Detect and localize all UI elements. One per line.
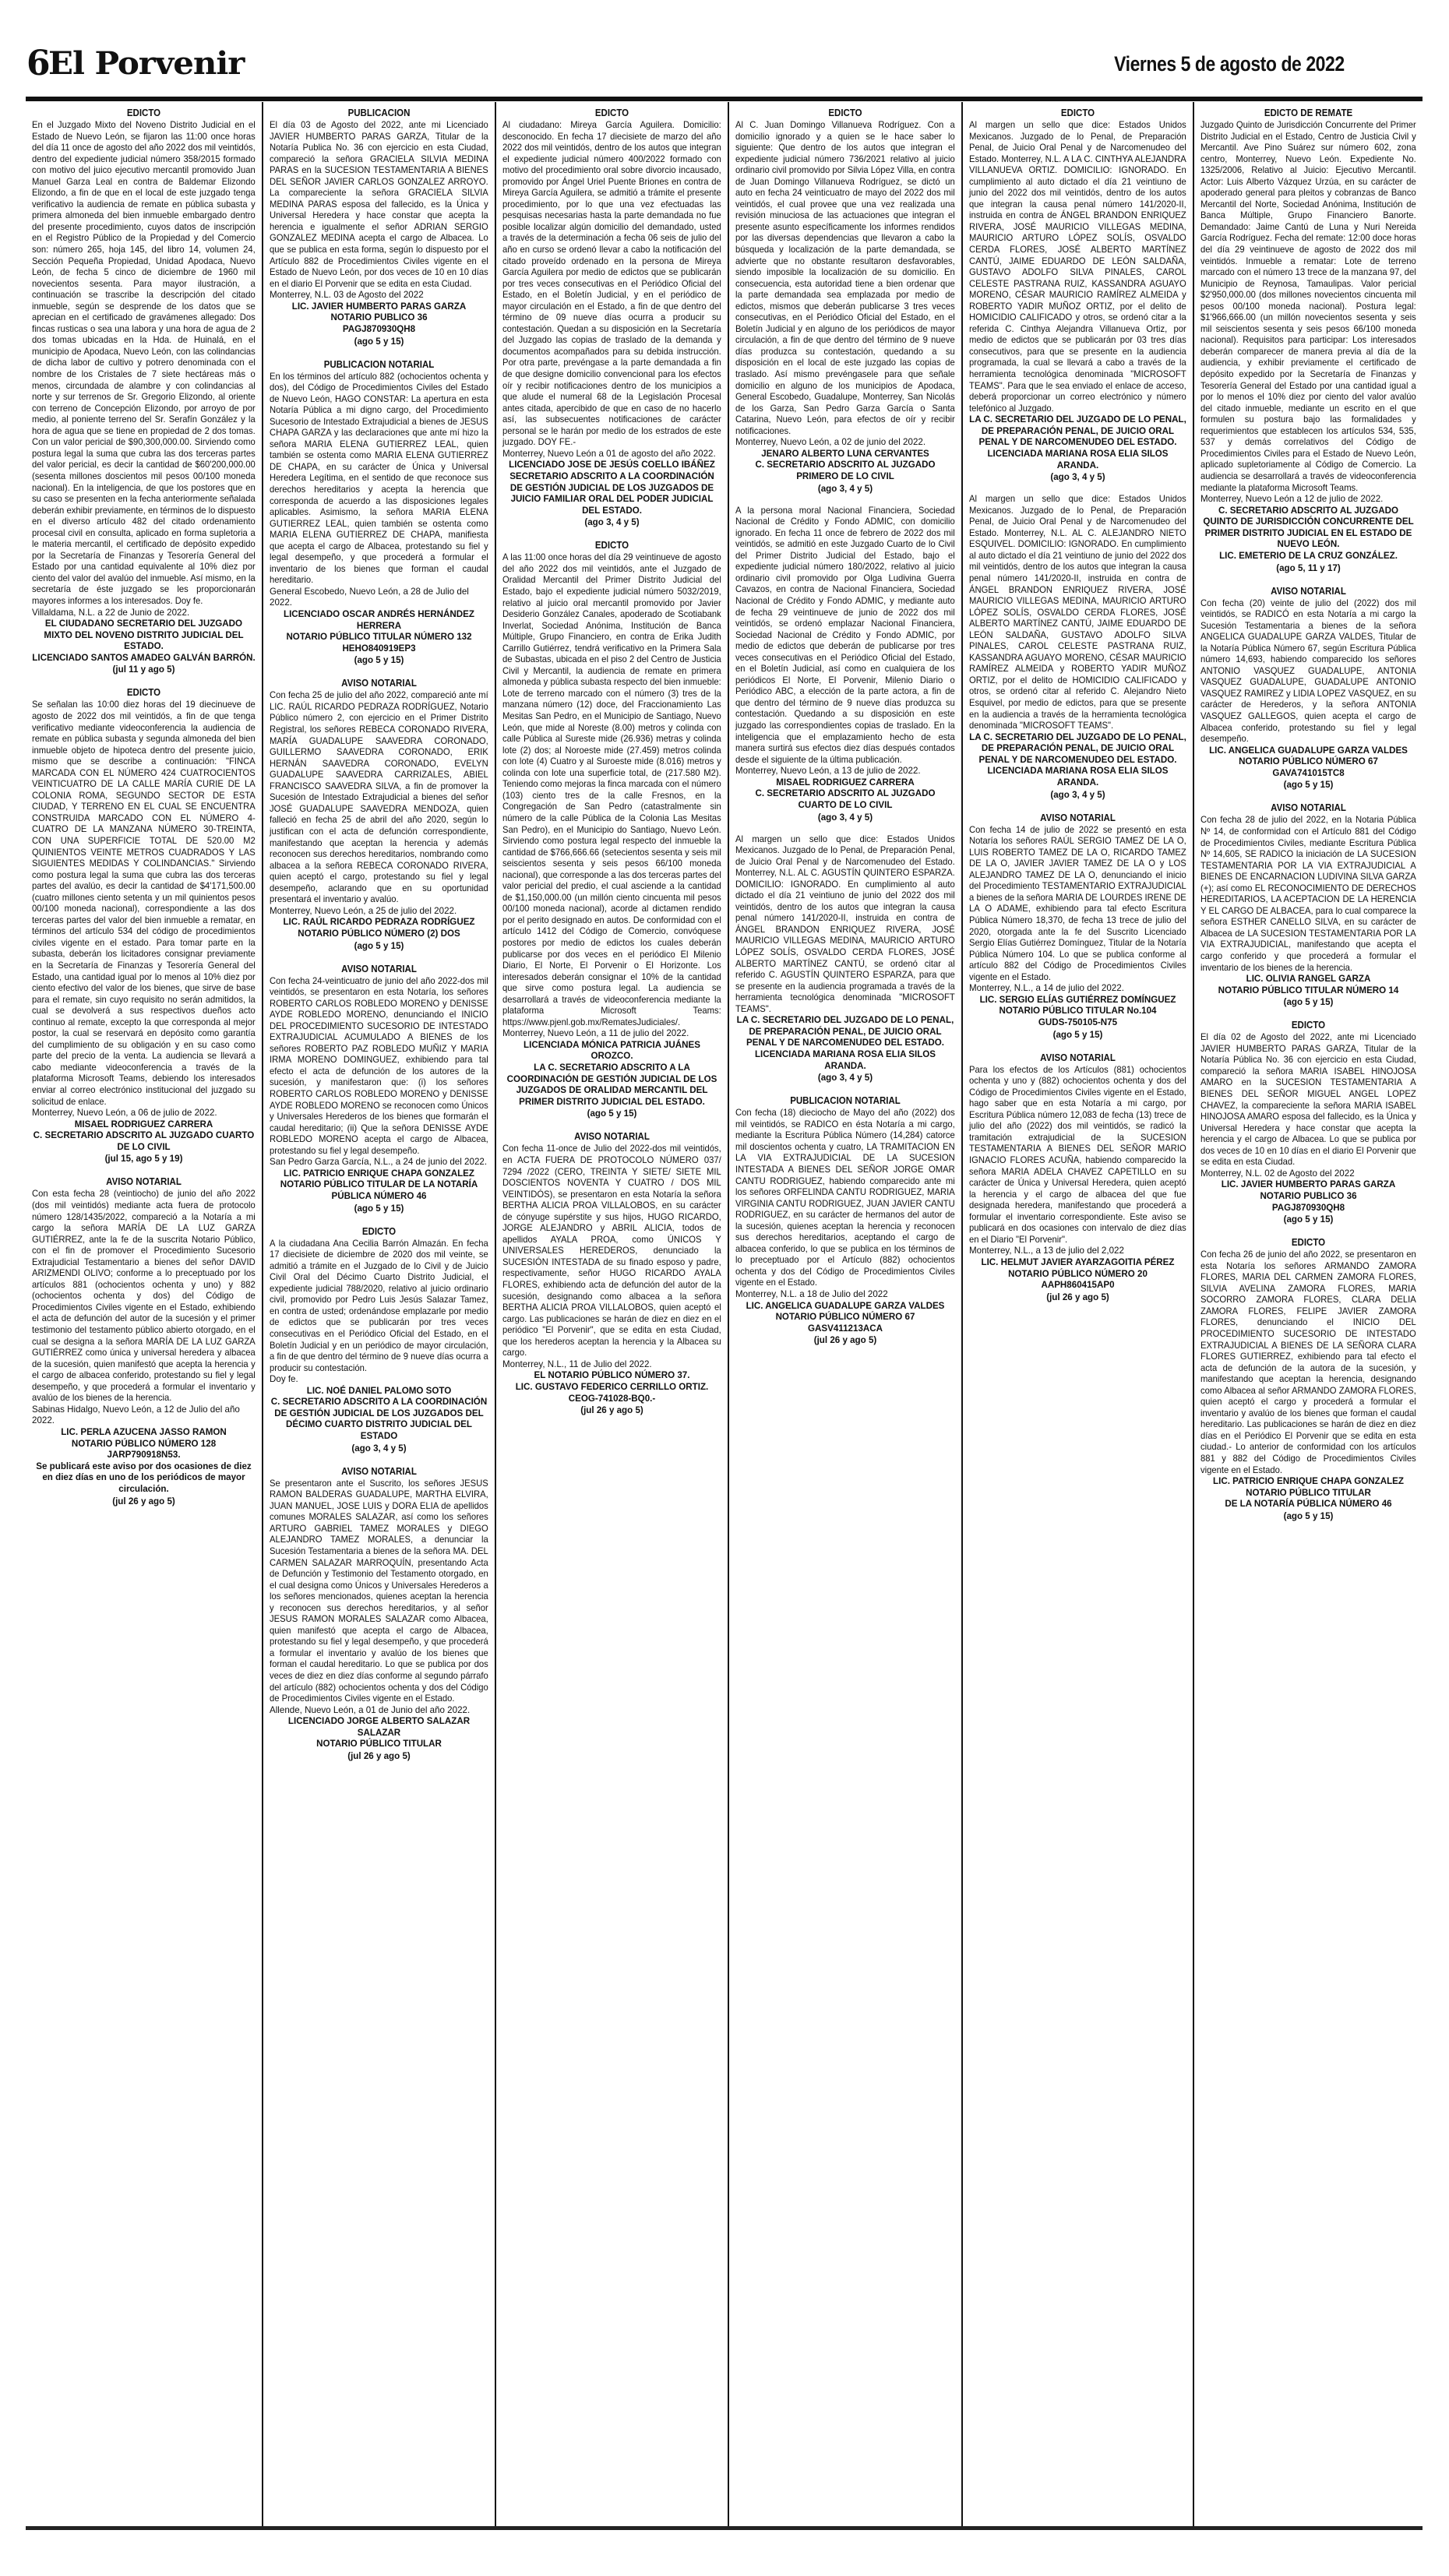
notice-title: AVISO NOTARIAL [341, 963, 417, 974]
publication-dates: (ago 5 y 15) [354, 940, 404, 951]
publication-dates: (ago 5 y 15) [354, 336, 404, 347]
notice-place-date: Monterrey, N.L. 02 de Agosto del 2022 [1200, 1168, 1355, 1179]
legal-notice [270, 1225, 488, 1454]
notice-place-date: Monterrey, N.L., a 14 de julio del 2022. [969, 983, 1124, 994]
notice-title: PUBLICACION NOTARIAL [790, 1095, 901, 1107]
notice-body: Se señalan las 10:00 diez horas del 19 diecinueve de agosto de 2022 dos mil veintidós, a fin de que tenga verificativo mediante videoconferencia la audiencia de remate en pública subasta y segunda almoneda del bien inmueble objeto de hipoteca dentro del presente juicio, mismo que se describe a continuación: "FINCA MARCADA CON EL NÚMERO 424 CUATROCIENTOS VEINTICUATRO DE LA CALLE MARÍA CURIE DE LA COLONIA ROMA, SEGUNDO SECTOR DE ESTA CIUDAD, Y TERRENO EN EL CUAL SE ENCUENTRA CONSTRUIDA MARCADO CON EL NÚMERO 4-CUATRO DE LA MANZANA NÚMERO 30-TREINTA, CON UNA SUPERFICIE TOTAL DE 520.00 M2 QUINIENTOS VEINTE METROS CUADRADOS Y LAS SIGUIENTES MEDIDAS Y COLINDANCIAS." Sirviendo como postura legal la suma que cubra las dos terceras partes del avalúo, es decir la cantidad de $4'171,500.00 (cuatro millones ciento setenta y un mil quinientos pesos 00/100 moneda nacional), correspondiente a las dos terceras partes del valor del bien inmueble a rematar, en términos del artículo 534 del código de procedimientos civiles vigente en el estado. Para tomar parte en la subasta, deberán los licitadores consignar previamente en la Secretaría de Finanzas y Tesorería General del Estado, una cantidad igual por lo menos al 10% diez por ciento efectivo del valor de los bienes, que sirve de base para el remate, sin cuyo requisito no serán admitidos, la cual se devolverá a sus respectivos dueños acto continuo al remate, excepto la que corresponda al mejor postor, la cual se reservará en depósito como garantía del cumplimiento de su obligación y en su caso como parte del precio de la venta. La audiencia se llevará a cabo mediante videoconferencia a través de la plataforma Microsoft Teams, debiendo los interesados enviar al correo electrónico institucional del juzgado su solicitud de enlace. [32, 700, 256, 1107]
notice-title: PUBLICACION [347, 107, 411, 118]
notice-title: EDICTO [361, 1225, 397, 1237]
page-number: 6 [26, 44, 50, 83]
column-6 [1194, 102, 1423, 2526]
legal-notice [1200, 1236, 1416, 1522]
notice-signature-line: LIC. PATRICIO ENRIQUE CHAPA GONZALEZ [1213, 1476, 1404, 1487]
notice-body: Para los efectos de los Artículos (881) ochocientos ochenta y uno y (882) ochocientos ochenta y dos del Código de Procedimientos Civiles vigente en el Estado, hago saber que en esta Notaría a mi cargo, por Escritura Pública número 12,083 de fecha (13) trece de julio del año (2022) dos mil veintidós, se radicó la tramitación extrajudicial de la SUCESION TESTAMENTARIA A BIENES DEL SEÑOR MARIO IGNACIO FLORES ACUÑA, habiendo comparecido la señora MARIA ADELA CHAVEZ CAPETILLO en su carácter de Única y Universal Heredera, quien aceptó la herencia y el cargo de albacea del que fue designada heredera, manifestando que procederá a formular el inventario correspondiente. Este aviso se publicará en dos ocasiones con intervalo de diez días en el Diario "El Porvenir". [969, 1064, 1186, 1245]
legal-notice [969, 107, 1186, 483]
notice-signature-line: LIC. SERGIO ELÍAS GUTIÉRREZ DOMÍNGUEZ [979, 994, 1176, 1005]
notice-body: El día 02 de Agosto del 2022, ante mi Licenciado JAVIER HUMBERTO PARAS GARZA, Titular de la Notaría Pública No. 36 con ejercicio en esta Ciudad, compareció la señora MARIA ISABEL HINOJOSA AMARO en la SUCESION TESTAMENTARIA A BIENES DEL SEÑOR MIGUEL ANGEL LOPEZ CHAVEZ, la compareciente la señora MARIA ISABEL HINOJOSA AMARO esposa del fallecido, es la Única y Universal Heredera y hace constar que acepta la herencia y el cargo de Albacea. Lo que se publica por dos veces de 10 en 10 días en el diario El Porvenir que se edita en esta Ciudad. [1200, 1032, 1416, 1168]
publication-dates: (ago 5 y 15) [354, 655, 404, 666]
legal-notice [969, 812, 1186, 1041]
footer-rule [26, 2526, 1423, 2530]
notice-body: Al margen un sello que dice: Estados Unidos Mexicanos. Juzgado de lo Penal, de Preparación Penal, de Juicio Oral Penal y de Narcomenudeo del Estado. Monterrey, N.L. A LA C. CINTHYA ALEJANDRA VILLANUEVA ORTIZ. DOMICILIO: IGNORADO. En cumplimiento al auto dictado el día 21 veintiuno de junio del 2022 dos mil veintidós, dentro de los autos que integran la causa penal número 141/2020-II, instruida en contra de ÁNGEL BRANDON ENRIQUEZ RIVERA, JOSÉ MAURICIO VILLEGAS MEDINA, MAURICIO ARTURO LÓPEZ SOLÍS, OSVALDO CERDA FLORES, JOSÉ ALBERTO MARTÍNEZ CANTÚ, JAIME EDUARDO DE LEÓN SALDAÑA, GUSTAVO ADOLFO SILVA PINALES, CAROL CELESTE PASTRANA RUIZ, KASSANDRA AGUAYO MORENO, CÉSAR MAURICIO RAMÍREZ ALMEIDA y ROBERTO YADIR MUÑOZ ORTIZ, por el delito de HOMICIDIO CALIFICADO y otros, se ordenó citar a la referida C. Cinthya Alejandra Villanueva Ortiz, por medio de edictos que se publicarán por 03 tres días consecutivos, para que se presente en la audiencia programada, la cual se llevará a cabo a través de la herramienta tecnológica denominada "MICROSOFT TEAMS". Para que le sea enviado el enlace de acceso, deberá proporcionar un correo electrónico y número telefónico al Juzgado. [969, 120, 1186, 414]
notice-place-date: Monterrey, N.L., 11 de Julio del 2022. [502, 1358, 652, 1369]
notice-place-date: San Pedro Garza García, N.L., a 24 de junio del 2022. [270, 1157, 488, 1168]
column-5 [963, 102, 1194, 2526]
notice-title: EDICTO [1291, 1237, 1326, 1249]
notice-signature-line: SECRETARIO ADSCRITO A LA COORDINACIÓN DE GESTIÓN JUDICIAL DE LOS JUZGADOS DE JUICIO FAMILIAR ORAL DEL PODER JUDICIAL DEL ESTADO. [509, 471, 714, 516]
notice-signature-line: C. SECRETARIO ADSCRITO AL JUZGADO PRIMERO DE LO CIVIL [755, 460, 936, 482]
legal-notices-columns [26, 102, 1423, 2526]
legal-notice [32, 686, 256, 1165]
column-2 [263, 102, 496, 2526]
notice-title: EDICTO [594, 107, 629, 118]
notice-signature-line: LICENCIADO SANTOS AMADEO GALVÁN BARRÓN. [32, 652, 256, 663]
publication-dates: (ago 5, 11 y 17) [1276, 562, 1341, 573]
publication-dates: (ago 5 y 15) [1283, 780, 1334, 791]
legal-notice [735, 506, 955, 823]
legal-notice [270, 358, 488, 667]
legal-notice [1200, 1019, 1416, 1225]
notice-title: AVISO NOTARIAL [1040, 812, 1116, 823]
legal-notice [502, 539, 721, 1119]
publication-dates: (ago 3, 4 y 5) [817, 812, 873, 823]
notice-body: Al margen un sello que dice: Estados Unidos Mexicanos. Juzgado de lo Penal, de Preparación Penal, de Juicio Oral Penal y de Narcomenudeo del Estado. Monterrey, N.L. AL C. ALEJANDRO NIETO ESQUIVEL. DOMICILIO: IGNORADO. En cumplimiento al auto dictado el día 21 veintiuno de junio del 2022 dos mil veintidós, dentro de los autos que integran la causa penal número 141/2020-II, instruida en contra de ÁNGEL BRANDON ENRIQUEZ RIVERA, JOSÉ MAURICIO VILLEGAS MEDINA, MAURICIO ARTURO LÓPEZ SOLÍS, OSVALDO CERDA FLORES, JOSÉ ALBERTO MARTÍNEZ CANTÚ, JAIME EDUARDO DE LEÓN SALDAÑA, GUSTAVO ADOLFO SILVA PINALES, CAROL CELESTE PASTRANA RUIZ, KASSANDRA AGUAYO MORENO, CÉSAR MAURICIO RAMÍREZ ALMEIDA y ROBERTO YADIR MUÑOZ ORTIZ, por el delito de HOMICIDIO CALIFICADO y otros, se ordenó citar al referido C. Alejandro Nieto Esquivel, por medio de edictos, para que se presente en la audiencia a través de la herramienta tecnológica denominada "MICROSOFT TEAMS". [969, 494, 1186, 731]
masthead [26, 44, 1443, 83]
notice-body: Al C. Juan Domingo Villanueva Rodríguez. Con a domicilio ignorado y a quien se le hace saber lo siguiente: Que dentro de los autos que integran el expediente judicial número 736/2021 relativo al juicio ordinario civil promovido por Silvia López Villa, en contra de Juan Domingo Villanueva Rodríguez, se dictó un auto en fecha 24 veinticuatro de mayo del 2022 dos mil veintidós, el cual provee que una vez realizada una revisión minuciosa de las actuaciones que integran el presente asunto específicamente los informes rendidos por las diversas dependencias que llevaron a cabo la búsqueda y localización de la parte demandada, se advierte que no obstante resultaron desfavorables, siendo imposible la localización de su domicilio. En consecuencia, esta autoridad tiene a bien ordenar que la parte demandada sea emplazada por medio de edictos, mismos que deberán publicarse 3 tres veces consecutivas, en el Periódico Oficial del Estado, en el Boletín Judicial y en alguno de los periódicos de mayor circulación, a fin de que dentro del término de 9 nueve días produzca su contestación, quedando a su disposición en el local de este juzgado las copias de traslado. Así mismo prevéngasele para que señale domicilio en alguno de los municipios de Apodaca, General Escobedo, Guadalupe, Monterrey, San Nicolás de los Garza, San Pedro Garza García o Santa Catarina, Nuevo León, para efectos de oír y recibir notificaciones. [735, 120, 955, 436]
notice-body: Con fecha 14 de julio de 2022 se presentó en esta Notaría los señores RAÚL SERGIO TAMEZ DE LA O, LUIS ROBERTO TAMEZ DE LA O, RICARDO TAMEZ DE LA O, JAVIER JAVIER TAMEZ DE LA O y LOS ALEJANDRO TAMEZ DE LA O, denunciando el inicio del Procedimiento TESTAMENTARIO EXTRAJUDICIAL a bienes de la señora MARIA DE LOURDES IRENE DE LA O ADAME, exhibiendo para tal efecto Escritura Pública Número 18,370, de fecha 13 trece de julio del 2020, otorgada ante la fe del Suscrito Licenciado Sergio Elías Gutiérrez Domínguez, Titular de la Notaría Pública Número 104. Lo que se publica conforme al artículo 882 del Código de Procedimientos Civiles vigente en el Estado. [969, 824, 1186, 982]
notice-signature-line: AAPH860415AP0 [1041, 1280, 1115, 1291]
publication-dates: (ago 5 y 15) [354, 1203, 404, 1214]
notice-signature-line: LIC. HELMUT JAVIER AYARZAGOITIA PÉREZ [981, 1256, 1175, 1267]
notice-place-date: Monterrey, Nuevo León, a 06 de julio de 2022. [32, 1108, 217, 1119]
publication-dates: (ago 3, 4 y 5) [817, 1073, 873, 1084]
notice-signature-line: LICENCIADA MARIANA ROSA ELIA SILOS ARANDA. [754, 1049, 936, 1071]
notice-title: AVISO NOTARIAL [574, 1131, 650, 1143]
notice-body: A las 11:00 once horas del día 29 veintinueve de agosto del año 2022 dos mil veintidós, ante el Juzgado de Oralidad Mercantil del Primer Distrito Judicial del Estado, bajo el expediente judicial número 5032/2019, relativo al juicio oral mercantil promovido por Javier Desiderio González Canales, apoderado de Scotiabank Inverlat, Sociedad Anónima, Institución de Banca Múltiple, Grupo Financiero, en contra de Erika Judith Carrillo Gutiérrez, tendrá verificativo en la Primera Sala de Subastas, ubicada en el piso 2 del Centro de Justicia Civil y Mercantil, la audiencia de remate en primera almoneda y pública subasta respecto del bien inmueble: Lote de terreno marcado con el número (3) tres de la manzana número (12) doce, del Fraccionamiento Las Mesitas San Pedro, en el Municipio de Santiago, Nuevo León, que mide al Noreste (8.00) metros y colinda con calle Pública al Sureste mide (26.936) metras y colinda lote (2) dos; al Noroeste mide (27.459) metros colinda con lote (4) Cuatro y al Suroeste mide (8.016) metros y colinda con lote una superficie total, de (217.580 M2). Teniendo como mejoras la finca marcada con el número (103) ciento tres de la calle Fresnos, en la Congregación de San Pedro (catastralmente sin número de la calle Pública de la Colonia Las Mesitas San Pedro), en el Municipio do Santiago, Nuevo León. Sirviendo como postura legal respecto del inmueble la cantidad de $766,666.66 (setecientos sesenta y seis mil seiscientos sesenta y seis pesos 66/100 moneda nacional), que corresponde a las dos terceras partes del valor pericial del predio, el cual asciende a la cantidad de $1,150,000.00 (un millón ciento cincuenta mil pesos 00/100 moneda nacional), acorde al dictamen rendido por el perito designado en autos. De conformidad con el artículo 1412 del Código de Comercio, convóquese postores por medio de edictos los cuales deberán publicarse por dos veces en el periódico El Milenio Diario, El Norte, El Porvenir o El Horizonte. Los interesados deberán consignar el 10% de la cantidad que sirve como postura legal. La audiencia se desarrollará a través de videoconferencia mediante la plataforma Microsoft Teams: https://www.pjenl.gob.mx/RematesJudiciales/. [502, 552, 721, 1027]
notice-place-date: Monterrey, Nuevo León a 12 de julio de 2022. [1200, 494, 1384, 505]
notice-signature-line: PAGJ870930QH8 [342, 323, 416, 334]
notice-body: Se presentaron ante el Suscrito, los señores JESUS RAMON BALDERAS GUADALUPE, MARTHA ELVIRA, JUAN MANUEL, JOSE LUIS y DORA ELIA de apellidos comunes MORALES SALAZAR, así como los señores ARTURO GABRIEL TAMEZ MORALES y DIEGO ALEJANDRO TAMEZ MORALES, a denunciar la Sucesión Testamentaria a bienes de la señora MA. DEL CARMEN SALAZAR MARROQUÍN, presentando Acta de Defunción y Testimonio del Testamento otorgado, en el cual designa como Únicos y Universales Herederos a los señores mencionados, quienes aceptan la herencia y reconocen sus derechos hereditarios, y al señor JESUS RAMON MORALES SALAZAR como Albacea, quien manifestó que acepta el cargo de Albacea, protestando su fiel y legal desempeño, y que procederá a formular el inventario y avalúo de los bienes que forman el caudal hereditario. Lo que se publica por dos veces de diez en diez días conforme al segundo párrafo del artículo (882) ochocientos ochenta y dos del Código de Procedimientos Civiles vigente en el Estado. [270, 1478, 488, 1704]
notice-place-date: Sabinas Hidalgo, Nuevo León, a 12 de Julio del año 2022. [32, 1404, 240, 1426]
notice-signature-line: EL CIUDADANO SECRETARIO DEL JUZGADO MIXTO DEL NOVENO DISTRITO JUDICIAL DEL ESTADO. [44, 618, 244, 652]
legal-notice [502, 1130, 721, 1416]
notice-signature-line: C. SECRETARIO ADSCRITO AL JUZGADO CUARTO DE LO CIVIL [755, 788, 936, 810]
header-rule [26, 97, 1423, 101]
notice-signature-line: NOTARIO PÚBLICO NÚMERO (2) DOS [298, 928, 460, 939]
notice-signature-line: LA C. SECRETARIO ADSCRITO A LA COORDINACIÓN DE GESTIÓN JUDICIAL DE LOS JUZGADOS DE ORALIDAD MERCANTIL DEL PRIMER DISTRITO JUDICIAL DEL ESTADO. [506, 1062, 717, 1107]
notice-body: A la persona moral Nacional Financiera, Sociedad Nacional de Crédito y Fondo ADMIC, con domicilio ignorado. En fecha 11 once de febrero de 2022 dos mil veintidós, se admitió en este Juzgado Cuarto de lo Civil del Primer Distrito Judicial del Estado, bajo el expediente judicial número 180/2022, relativo al juicio ordinario civil promovido por Olga Ludivina Guerra Cavazos, en contra de Nacional Financiera, Sociedad Nacional de Crédito y Fondo ADMIC, y mediante auto de fecha 29 veintinueve de junio de 2022 dos mil veintidós, se ordenó emplazar Nacional Financiera, Sociedad Nacional de Crédito y Fondo ADMIC, por medio de edictos que deberán de publicarse por tres veces consecutivas en el Periódico Oficial del Estado, en el Boletín Judicial, así como en cualquiera de los periódicos El Norte, El Porvenir, Milenio Diario o Periódico ABC, a elección de la parte actora, a fin de que dentro del término de 9 nueve días produzca su contestación. Quedando a su disposición en este juzgado las correspondientes copias de traslado. En la inteligencia que el emplazamiento hecho de esta manera surtirá sus efectos diez días después contados desde el siguiente de la última publicación. [735, 505, 955, 765]
legal-notice [32, 1175, 256, 1506]
notice-signature-line: LIC. PATRICIO ENRIQUE CHAPA GONZALEZ [284, 1168, 474, 1179]
legal-notice [1200, 585, 1416, 791]
notice-place-date: Monterrey, Nuevo León a 01 de agosto del año 2022. [502, 448, 716, 459]
notice-signature-line: GAVA741015TC8 [1272, 767, 1345, 778]
notice-title: EDICTO [1060, 107, 1095, 118]
publication-dates: (ago 3, 4 y 5) [1050, 789, 1105, 800]
notice-place-date: Villaldama, N.L. a 22 de Junio de 2022. [32, 607, 190, 618]
notice-signature-line: NOTARIO PÚBLICO NÚMERO 128 [71, 1438, 217, 1449]
notice-signature-line: LIC. PERLA AZUCENA JASSO RAMON [61, 1426, 227, 1437]
publication-dates: (jul 26 y ago 5) [580, 1405, 643, 1416]
notice-signature-line: LICENCIADA MÓNICA PATRICIA JUÁNES OROZCO. [524, 1039, 700, 1062]
notice-title: EDICTO [126, 107, 161, 118]
column-4 [729, 102, 963, 2526]
publication-dates: (jul 26 y ago 5) [112, 1496, 175, 1506]
notice-title: EDICTO [828, 107, 862, 118]
publication-dates: (ago 5 y 15) [1283, 1214, 1334, 1225]
notice-signature-line: LIC. JAVIER HUMBERTO PARAS GARZA [1221, 1179, 1396, 1190]
legal-notice [735, 1094, 955, 1346]
notice-body: En los términos del artículo 882 (ochocientos ochenta y dos), del Código de Procedimientos Civiles del Estado de Nuevo León, HAGO CONSTAR: La apertura en esta Notaría Pública a mi digno cargo, del Procedimiento Sucesorio de Intestado Extrajudicial a bienes de JESUS CHAPA GARZA y las declaraciones que ante mí hizo la señora MARIA ELENA GUTIERREZ LEAL, quien también se ostenta como MARIA ELENA GUTIERREZ DE CHAPA, en su carácter de Única y Universal Heredera Legítima, en el sentido de que reconoce sus derechos hereditarios y acepta la herencia que corresponda de acuerdo a las disposiciones legales aplicables. Asimismo, la señora MARIA ELENA GUTIERREZ LEAL, quien también se ostenta como MARIA ELENA GUTIERREZ DE CHAPA, manifiesta que acepta el cargo de Albacea, protestando su fiel y legal desempeño, y que procederá a formular el inventario de los bienes que forman el caudal hereditario. [270, 371, 488, 586]
notice-title: EDICTO [1291, 1020, 1326, 1031]
legal-notice [735, 834, 955, 1084]
legal-notice [1200, 107, 1416, 574]
notice-place-date: Monterrey, N.L. a 18 de Julio del 2022 [735, 1289, 888, 1300]
notice-signature-line: NOTARIO PÚBLICO TITULAR [1246, 1487, 1371, 1498]
legal-notice [969, 494, 1186, 800]
notice-place-date: Monterrey, N.L., a 13 de julio del 2,022 [969, 1246, 1124, 1256]
notice-body: En el Juzgado Mixto del Noveno Distrito Judicial en el Estado de Nuevo León, se fijaron las 11:00 once horas del día 11 once de agosto del año 2022 dos mil veintidós, dentro del expediente judicial número 358/2015 formado con motivo del juico ejecutivo mercantil promovido Juan Manuel Garza Leal en contra de Baldemar Elizondo Elizondo, a fin de que en el local de este juzgado tenga verificativo la audiencia de remate en pública subasta y primera almoneda del bien inmueble embargado dentro del presente procedimiento, cuyos datos de inscripción en el Registro Público de la Propiedad y del Comercio son: número 265, hoja 145, del libro 14, volumen 24, Sección Pequeña Propiedad, Unidad Apodaca, Nuevo León, de fecha 5 cinco de diciembre de 1960 mil novecientos sesenta. Para mayor ilustración, a continuación se trascribe la descripción del citado inmueble, según se desprende de los datos que se aprecian en el certificado de gravámenes allegado: Dos fincas rusticas o sea una labora y una hora de agua de 2 dos tomas ubicadas en la Hda. de Huinalá, en el municipio de Apodaca, Nuevo León, con las colindancias de dicha labor de cultivo y potrero denominada con el nombre de los Cristales de 7 siete hectáreas más o menos, circundada de alambre y con colindancias al norte y sur terrenos de Sr. Gregorio Elizondo, al oriente con terreno de Concepción Elizondo, por arroyo de por medio, al poniente terreno del Sr. Serafín González y la hora de agua que se tiene en propiedad de 2 dos tomas. Con un valor pericial de $90,300,000.00. Sirviendo como postura legal la suma que cubra las dos terceras partes del valor pericial, es decir la cantidad de $60'200,000.00 (sesenta millones doscientos mil pesos 00/100 moneda nacional). En la inteligencia, de que los postores que en su caso se presenten en la fecha anteriormente señalada deberán exhibir previamente, en términos de lo dispuesto en el diverso artículo 482 del citado ordenamiento procesal civil en consulta, aplicado en forma supletoria a le materia mercantil, el certificado de depósito expedido por la Secretaría de Finanzas y Tesorería General del Estado por una cantidad equivalente al 10% diez por ciento del valor del avalúo del inmueble. Así mismo, en la secretaría de éste juzgado se les proporcionarán mayores informes a los interesados. Doy fe. [32, 120, 256, 606]
notice-signature-line: HEHO840919EP3 [342, 643, 416, 654]
notice-signature-line: C. SECRETARIO ADSCRITO AL JUZGADO QUINTO DE JURISDICCIÓN CONCURRENTE DEL PRIMER DISTRITO JUDICIAL EN EL ESTADO DE NUEVO LEÓN. [1203, 505, 1414, 550]
issue-date: Viernes 5 de agosto de 2022 [1114, 52, 1345, 76]
notice-signature-line: LICENCIADO JOSE DE JESÚS COELLO IBÁÑEZ [509, 460, 715, 470]
notice-signature-line: LICENCIADA MARIANA ROSA ELIA SILOS ARANDA. [987, 449, 1169, 470]
notice-place-date: Monterrey, Nuevo León, a 02 de junio del 2022. [735, 437, 926, 448]
publication-dates: (ago 5 y 15) [1052, 1029, 1103, 1040]
legal-notice [32, 107, 256, 675]
notice-signature-line: LIC. JAVIER HUMBERTO PARAS GARZA [291, 301, 467, 312]
notice-body: Con esta fecha 28 (veintiocho) de junio del año 2022 (dos mil veintidós) mediante acta fuera de protocolo número 128/1435/2022, compareció a la Notaría a mi cargo la señora MARÍA DE LA LUZ GARZA GUTIÉRREZ, ante la fe de la suscrita Notario Público, con el fin de promover el Procedimiento Sucesorio Extrajudicial Testamentario a bienes del señor DAVID ARIZMENDI OLIVO; conforme a lo preceptuado por los artículos 881 (ochocientos ochenta y uno) y 882 (ochocientos ochenta y dos) del Código de Procedimientos Civiles vigente en el Estado, exhibiendo el acta de defunción del autor de la sucesión y el primer testimonio del testamento público abierto otorgado, en el cual se designa a la señora MARÍA DE LA LUZ GARZA GUTIÉRREZ como única y universal heredera y albacea de la sucesión, quien manifestó que acepta la herencia y el cargo de albacea conferido, protestando su fiel y legal desempeño, y que procederá a formular el inventario y avalúo de los bienes de la herencia. [32, 1189, 256, 1404]
notice-body: Con fecha 28 de julio del 2022, en la Notaria Pública Nº 14, de conformidad con el Artículo 881 del Código de Procedimientos Civiles, mediante Escritura Pública Nº 14,605, SE RADICO la iniciación de LA SUCESION TESTAMENTARIA POR LA VIA EXTRAJUDICIAL A BIENES DE ENCARNACION LUDIVINA SILVA GARZA (+); así como EL RECONOCIMIENTO DE DERECHOS HEREDITARIOS, LA ACEPTACION DE LA HERENCIA Y EL CARGO DE ALBACEA, para lo cual comparece la señora ESTHER CANELLO SILVA, en su carácter de Albacea de LA SUCESION TESTAMENTARIA POR LA VIA EXTRAJUDICIAL, manifestando que acepta el cargo conferido y que procederá a formular el inventario de los bienes de la herencia. [1200, 815, 1416, 973]
notice-signature-line: NOTARIO PÚBLICO NÚMERO 67 [775, 1312, 915, 1323]
publication-dates: (jul 26 y ago 5) [1046, 1292, 1109, 1302]
notice-signature-line: NOTARIO PUBLICO 36 [330, 312, 428, 323]
notice-signature-line: LICENCIADO JORGE ALBERTO SALAZAR SALAZAR [287, 1716, 471, 1738]
notice-body: Con fecha 25 de julio del año 2022, compareció ante mí LIC. RAÚL RICARDO PEDRAZA RODRÍGUEZ, Notario Público número 2, con ejercicio en el Primer Distrito Registral, los señores REBECA CORONADO RIVERA, MARÍA GUADALUPE SAAVEDRA CORONADO, GUILLERMO SAAVEDRA CORONADO, ERIK HERNÁN SAAVEDRA CORONADO, EVELYN GUADALUPE SAAVEDRA CARRIZALES, ABIEL FRANCISCO SAAVEDRA SILVA, a fin de promover la Sucesión de Intestado Extrajudicial a bienes del señor JOSÉ GUADALUPE SAAVEDRA MENDOZA, quien falleció en fecha 25 de abril del año 2020, según lo justifican con el acta de defunción correspondiente, manifestando que aceptan la herencia y además reconocen sus derechos hereditarios, nombrando como albacea a la señora REBECA CORONADO RIVERA, quien aceptó el cargo, protestando su fiel y legal desempeño, aclarando que en su oportunidad presentará el inventario y avalúo. [270, 690, 488, 905]
legal-notice [969, 1052, 1186, 1303]
notice-signature-line: NOTARIO PÚBLICO NÚMERO 20 [1008, 1268, 1148, 1279]
notice-signature-line: LIC. NOÉ DANIEL PALOMO SOTO [306, 1385, 452, 1396]
notice-place-date: Monterrey, Nuevo León, a 13 de julio de 2022. [735, 766, 921, 777]
publication-dates: (jul 26 y ago 5) [347, 1750, 411, 1761]
notice-signature-line: LA C. SECRETARIO DEL JUZGADO DE LO PENAL, DE PREPARACIÓN PENAL, DE JUICIO ORAL PENAL Y DE NARCOMENUDEO DEL ESTADO. [969, 731, 1186, 765]
notice-place-date: Doy fe. [270, 1374, 298, 1385]
notice-title: AVISO NOTARIAL [341, 678, 417, 689]
notice-signature-line: NOTARIO PÚBLICO TITULAR DE LA NOTARÍA PÚBLICA NÚMERO 46 [280, 1179, 478, 1201]
notice-title: AVISO NOTARIAL [1040, 1052, 1116, 1063]
notice-body: El día 03 de Agosto del 2022, ante mi Licenciado JAVIER HUMBERTO PARAS GARZA, Titular de la Notaría Publica No. 36 con ejercicio en esta Ciudad, compareció la señora GRACIELA SILVIA MEDINA PARAS en la SUCESION TESTAMENTARIA A BIENES DEL SEÑOR JAVIER CARLOS GONZALEZ ARROYO. La compareciente la señora GRACIELA SILVIA MEDINA PARAS esposa del fallecido, es la Única y Universal Heredera y hace constar que acepta la herencia e igualmente el señor ADRIAN SERGIO GONZALEZ MEDINA acepta el cargo de Albacea. Lo que se publica en esta forma, según lo dispuesto por el Artículo 882 de Procedimientos Civiles vigente en el Estado de Nuevo León, por dos veces de 10 en 10 días en el diario El Porvenir que se edita en esta Ciudad. [270, 120, 488, 289]
notice-body: Con fecha 26 de junio del año 2022, se presentaron en esta Notaría los señores ARMANDO ZAMORA FLORES, MARIA DEL CARMEN ZAMORA FLORES, SILVIA AVELINA ZAMORA FLORES, MARIA SOCORRO ZAMORA FLORES, CLARA DELIA ZAMORA FLORES, FELIPE JAVIER ZAMORA FLORES, denunciando el INICIO DEL PROCEDIMIENTO SUCESORIO DE INTESTADO EXTRAJUDICIAL A BIENES DE LA SEÑORA CLARA FLORES GUTIERREZ, exhibiendo para tal efecto el acta de defunción de la autora de la sucesión, y manifestando que aceptan la herencia, designando como Albacea al señor ARMANDO ZAMORA FLORES, quien aceptó el cargo y procederá a formular el inventario y avalúo de los bienes que forman el caudal hereditario. Las publicaciones se harán de diez en diez días en el Periódico El Porvenir que se edita en esta ciudad.- Lo anterior de conformidad con los artículos 881 y 882 del Código de Procedimientos Civiles vigente en el Estado. [1200, 1249, 1416, 1475]
legal-notice [502, 107, 721, 528]
notice-signature-line: Se publicará este aviso por dos ocasiones de diez en diez días en uno de los periódicos de mayor circulación. [36, 1461, 252, 1494]
publication-dates: (jul 11 y ago 5) [112, 664, 175, 675]
notice-signature-line: LIC. GUSTAVO FEDERICO CERRILLO ORTIZ. [515, 1381, 709, 1392]
notice-body: Al ciudadano: Mireya García Aguilera. Domicilio: desconocido. En fecha 17 diecisiete de marzo del año 2022 dos mil veintidós, dentro de los autos que integran el expediente judicial número 400/2022 formado con motivo del procedimiento oral sobre divorcio incausado, promovido por Ángel Uriel Puente Briones en contra de Mireya García Aguilera, se admitió a trámite el presente procedimiento, por lo que una vez efectuadas las pesquisas necesarias hasta la parte demandada no fue posible localizar algún domicilio del demandado, usted a través de la determinación a fecha 06 seis de julio del año en curso se ordenó llevar a cabo la notificación del citado proveído ordenado en la persona de Mireya García Aguilera por medio de edictos que se publicarán por tres veces consecutivas en el Periódico Oficial del Estado, en el Boletín Judicial, y en el periódico de mayor circulación en el Estado, a fin de que dentro del término de 09 nueve días ocurra a producir su contestación. Quedan a su disposición en la Secretaría del Juzgado las copias de traslado de la demanda y documentos acompañados para su debida instrucción. Por otra parte, prevéngase a la parte demandada a fin de que designe domicilio convencional para los efectos oír y recibir notificaciones dentro de los municipios a que alude el numeral 68 de la Legislación Procesal antes citada, apercibido de que en caso de no hacerlo así, las subsecuentes notificaciones de carácter personal se le harán por medio de los estrados de este juzgado. DOY FE.- [502, 120, 721, 448]
notice-signature-line: NOTARIO PÚBLICO TITULAR [316, 1739, 442, 1750]
notice-signature-line: DE LA NOTARÍA PÚBLICA NÚMERO 46 [1225, 1499, 1392, 1510]
publication-dates: (jul 15, ago 5 y 19) [104, 1154, 183, 1165]
legal-notice [270, 963, 488, 1214]
notice-signature-line: JARP790918N53. [107, 1450, 181, 1461]
notice-title: AVISO NOTARIAL [1271, 802, 1346, 814]
column-1 [26, 102, 263, 2526]
notice-signature-line: MISAEL RODRIGUEZ CARRERA [74, 1119, 213, 1129]
notice-title: AVISO NOTARIAL [341, 1465, 417, 1477]
notice-body: Juzgado Quinto de Jurisdicción Concurrente del Primer Distrito Judicial en el Estado, Centro de Justicia Civil y Mercantil. Ave Pino Suárez sur número 602, zona centro, Monterrey, Nuevo León. Expediente No. 1325/2006, Relativo al Juicio: Ejecutivo Mercantil. Actor: Luis Alberto Vázquez Urzúa, en su carácter de apoderado general para pleitos y cobranzas de Banco Mercantil del Norte, Sociedad Anónima, Institución de Banca Múltiple, Grupo Financiero Banorte. Demandado: Jaime Cantú de Luna y Nuri Nereida García Rodríguez. Fecha del remate: 12:00 doce horas del día 29 veintinueve de agosto de 2022 dos mil veintidós. Inmueble a rematar: Lote de terreno marcado con el número 13 trece de la manzana 97, del Municipio de Reynosa, Tamaulipas. Valor pericial $2'950,000.00 (dos millones novecientos cincuenta mil pesos 00/100 moneda nacional). Postura legal: $1'966,666.00 (un millón novecientos sesenta y seis mil seiscientos sesenta y seis pesos 66/100 moneda nacional). Requisitos para participar: Los interesados deberán comparecer de manera previa al día de la audiencia, y exhibir previamente el certificado de depósito expedido por la Secretaría de Finanzas y Tesorería General del Estado por una cantidad igual a por lo menos el 10% diez por ciento del valor avalúo del citado inmueble, mediante un escrito en el que formulen su postura bajo las formalidades y requerimientos que establecen los artículos 534, 535, 537 y demás correlativos del Código de Procedimientos Civiles para el Estado de Nuevo León, aplicado supletoriamente al Código de Comercio. La audiencia se desarrollará a través de videoconferencia mediante la plataforma Microsoft Teams. [1200, 120, 1416, 493]
notice-signature-line: C. SECRETARIO ADSCRITO AL JUZGADO CUARTO DE LO CIVIL [33, 1130, 255, 1152]
notice-signature-line: NOTARIO PÚBLICO TITULAR No.104 [999, 1006, 1157, 1017]
notice-body: Con fecha (18) dieciocho de Mayo del año (2022) dos mil veintidós, se RADICO en ésta Notaría a mi cargo, mediante la Escritura Pública Número (14,284) catorce mil doscientos ochenta y cuatro, LA TRAMITACION EN LA VIA EXTRAJUDICIAL DE LA SUCESION INTESTADA A BIENES DEL SEÑOR JORGE OMAR CANTU RODRIGUEZ, habiendo comparecido ante mi los señores ORFELINDA CANTU RODRIGUEZ, MARIA VIRGINIA CANTU RODRIGUEZ, JUAN JAVIER CANTU RODRIGUEZ, en su carácter de hermanos del autor de la sucesión, quienes aceptan la herencia y reconocen sus derechos hereditarios, aceptando el cargo de albacea conferido, lo que se publica en los términos de lo preceptuado por el Artículo (882) ochocientos ochenta y dos del Código de Procedimientos Civiles vigente en el Estado. [735, 1108, 955, 1288]
publication-dates: (ago 3, 4 y 5) [1050, 472, 1105, 483]
notice-place-date: Monterrey, Nuevo León, a 11 de julio del 2022. [502, 1028, 689, 1039]
publication-dates: (ago 5 y 15) [1283, 997, 1334, 1008]
notice-place-date: General Escobedo, Nuevo León, a 28 de Julio del 2022. [270, 586, 469, 608]
notice-signature-line: C. SECRETARIO ADSCRITO A LA COORDINACIÓN DE GESTIÓN JUDICIAL DE LOS JUZGADOS DEL DÉCIMO CUARTO DISTRITO JUDICIAL DEL ESTADO [270, 1397, 488, 1442]
legal-notice [1200, 802, 1416, 1008]
notice-title: AVISO NOTARIAL [106, 1176, 182, 1188]
notice-signature-line: NOTARIO PUBLICO 36 [1260, 1191, 1357, 1201]
notice-signature-line: CEOG-741028-BQ0.- [568, 1393, 656, 1404]
publication-dates: (ago 3, 4 y 5) [584, 517, 640, 528]
legal-notice [270, 107, 488, 347]
notice-body: Con fecha (20) veinte de julio del (2022) dos mil veintidós, se RADICÓ en esta Notaría a mi cargo la Sucesión Testamentaria a bienes de la señora ANGELICA GUADALUPE GARZA VALDES, Titular de la Notaría Pública Número 67, según Escritura Pública número 14,693, habiendo comparecido los señores ANTONIO VASQUEZ GUADALUPE, ANTONIA VASQUEZ GUADALUPE, GUADALUPE ANTONIO VASQUEZ RAMIREZ y LIDIA LOPEZ VASQUEZ, en su carácter de Herederos, y la señora ANTONIA VASQUEZ GALLEGOS, quien acepta el cargo de Albacea conferido, protestando su fiel y legal desempeño. [1200, 597, 1416, 745]
notice-title: EDICTO [126, 687, 161, 699]
notice-signature-line: LICENCIADA MARIANA ROSA ELIA SILOS ARANDA. [987, 766, 1169, 788]
notice-body: Al margen un sello que dice: Estados Unidos Mexicanos. Juzgado de lo Penal, de Preparación Penal, de Juicio Oral Penal y de Narcomenudeo del Estado. Monterrey, N.L. AL C. AGUSTÍN QUINTERO ESPARZA. DOMICILIO: IGNORADO. En cumplimiento al auto dictado el día 21 veintiuno de junio del 2022 dos mil veintidós, dentro de los autos que integran la causa penal número 141/2020-II, instruida en contra de ÁNGEL BRANDON ENRIQUEZ RIVERA, JOSÉ MAURICIO VILLEGAS MEDINA, MAURICIO ARTURO LÓPEZ SOLÍS, OSVALDO CERDA FLORES, JOSÉ ALBERTO MARTÍNEZ CANTÚ, se ordenó citar al referido C. AGUSTÍN QUINTERO ESPARZA, para que se presente en la audiencia programada a través de la herramienta tecnológica denominada "MICROSOFT TEAMS". [735, 833, 955, 1014]
column-3 [496, 102, 729, 2526]
notice-body: Con fecha 11-once de Julio del 2022-dos mil veintidós, en ACTA FUERA DE PROTOCOLO NÚMERO 037/ 7294 /2022 (CERO, TREINTA Y SIETE/ SIETE MIL DOSCIENTOS NOVENTA Y CUATRO / DOS MIL VEINTIDÓS), se presentaron en esta Notaría la señora BERTHA ALICIA PROA VILLALOBOS, en su carácter de cónyuge supérstite y sus hijos, HUGO RICARDO, JORGE ALEJANDRO y ABRIL ALICIA, todos de apellidos AYALA PROA, como ÚNICOS Y UNIVERSALES HEREDEROS, denunciado la SUCESIÓN INTESTADA de su finado esposo y padre, respectivamente, señor HUGO RICARDO AYALA FLORES, exhibiendo acta de defunción del autor de la sucesión, designando como albacea a la señora BERTHA ALICIA PROA VILLALOBOS, quien aceptó el cargo. Las publicaciones se harán de diez en diez en el periódico "El Porvenir", que se edita en esta Ciudad, que los herederos aceptan la herencia y la Albacea su cargo. [502, 1144, 721, 1358]
notice-signature-line: LIC. EMETERIO DE LA CRUZ GONZÁLEZ. [1219, 550, 1398, 561]
notice-title: PUBLICACION NOTARIAL [323, 358, 435, 370]
notice-signature-line: GUDS-750105-N75 [1038, 1017, 1118, 1028]
notice-title: EDICTO [594, 540, 629, 551]
publication-dates: (ago 3, 4 y 5) [351, 1443, 407, 1454]
notice-place-date: Monterrey, Nuevo León, a 25 de julio del 2022. [270, 905, 457, 916]
notice-signature-line: NOTARIO PÚBLICO TITULAR NÚMERO 14 [1218, 985, 1399, 996]
notice-signature-line: GASV411213ACA [807, 1323, 883, 1334]
notice-signature-line: JENARO ALBERTO LUNA CERVANTES [761, 448, 929, 459]
legal-notice [270, 1465, 488, 1762]
notice-signature-line: LIC. OLIVIA RANGEL GARZA [1246, 974, 1371, 985]
notice-signature-line: MISAEL RODRIGUEZ CARRERA [776, 777, 915, 788]
publication-dates: (ago 3, 4 y 5) [817, 483, 873, 494]
notice-signature-line: LIC. RAÚL RICARDO PEDRAZA RODRÍGUEZ [283, 917, 475, 928]
publication-dates: (ago 5 y 15) [1283, 1510, 1334, 1521]
notice-signature-line: NOTARIO PÚBLICO TITULAR NÚMERO 132 [286, 632, 472, 643]
notice-signature-line: LA C. SECRETARIO DEL JUZGADO DE LO PENAL, DE PREPARACIÓN PENAL, DE JUICIO ORAL PENAL Y DE NARCOMENUDEO DEL ESTADO. [736, 1015, 954, 1048]
notice-place-date: Allende, Nuevo León, a 01 de Junio del año 2022. [270, 1704, 471, 1715]
notice-signature-line: LIC. ANGELICA GUADALUPE GARZA VALDES [746, 1300, 945, 1311]
notice-signature-line: PAGJ870930QH8 [1271, 1202, 1345, 1213]
publication-dates: (ago 5 y 15) [587, 1108, 637, 1119]
notice-signature-line: LIC. ANGELICA GUADALUPE GARZA VALDES [1209, 745, 1408, 756]
notice-signature-line: NOTARIO PÚBLICO NÚMERO 67 [1239, 756, 1378, 767]
notice-title: AVISO NOTARIAL [1271, 585, 1346, 597]
notice-signature-line: LA C. SECRETARIO DEL JUZGADO DE LO PENAL, DE PREPARACIÓN PENAL, DE JUICIO ORAL PENAL Y DE NARCOMENUDEO DEL ESTADO. [969, 414, 1186, 448]
notice-place-date: Monterrey, N.L. 03 de Agosto del 2022 [270, 290, 424, 301]
legal-notice [735, 107, 955, 495]
newspaper-logo: El Porvenir [48, 45, 245, 82]
notice-signature-line: EL NOTARIO PÚBLICO NÚMERO 37. [534, 1370, 690, 1381]
notice-title: EDICTO DE REMATE [1264, 107, 1353, 118]
notice-signature-line: LICENCIADO OSCAR ANDRÉS HERNÁNDEZ HERRERA [284, 609, 474, 631]
legal-notice [270, 677, 488, 951]
notice-body: A la ciudadana Ana Cecilia Barrón Almazán. En fecha 17 diecisiete de diciembre de 2020 dos mil veinte, se admitió a trámite en el Juzgado de lo Civil y de Juicio Civil Oral del Décimo Cuarto Distrito Judicial, el expediente judicial 788/2020, relativo al juicio ordinario civil, promovido por Pedro Luis Jesús Salazar Tamez, en contra de usted; ordenándose emplazarle por medio de edictos que se publicarán por tres veces consecutivas en el Periódico Oficial del Estado, en el Boletín Judicial y en un periódico de mayor circulación, a fin de que dentro del término de 9 nueve días ocurra a producir su contestación. [270, 1238, 488, 1373]
notice-body: Con fecha 24-veinticuatro de junio del año 2022-dos mil veintidós, se presentaron en esta Notaría, los señores ROBERTO CARLOS ROBLEDO MORENO y DENISSE AYDE ROBLEDO MORENO, denunciando el INICIO DEL PROCEDIMIENTO SUCESORIO DE INTESTADO EXTRAJUDICIAL ACUMULADO A BIENES de los señores ROBERTO PAZ ROBLEDO MUÑIZ Y MARIA IRMA MORENO DOMINGUEZ, exhibiendo para tal efecto el acta de defunción de los autores de la sucesión, y manifestaron que: (i) los señores ROBERTO CARLOS ROBLEDO MORENO y DENISSE AYDE ROBLEDO MORENO se reconocen como Únicos y Universales Herederos de los bienes que formarán el caudal hereditario; (ii) Que la señora DENISSE AYDE ROBLEDO MORENO acepta el cargo de Albacea, protestando su fiel y legal desempeño. [270, 975, 488, 1156]
publication-dates: (jul 26 y ago 5) [813, 1335, 877, 1346]
